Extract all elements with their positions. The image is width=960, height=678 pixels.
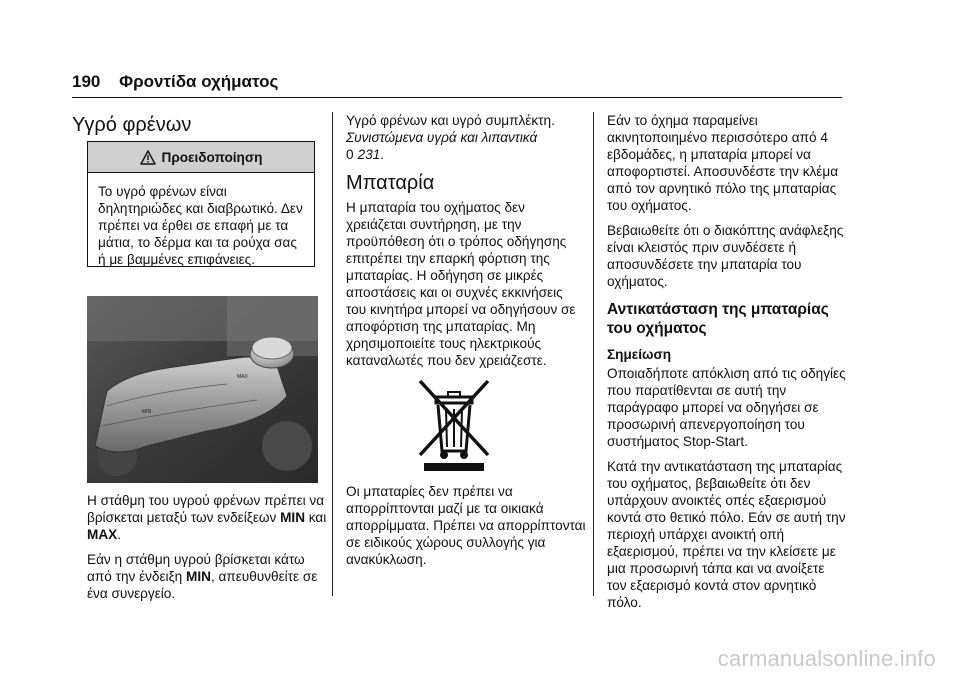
min-label-2: MIN xyxy=(186,569,211,584)
section-title-battery: Μπαταρία xyxy=(346,172,435,194)
column-3 xyxy=(607,112,847,619)
reference-arrow-icon: 0 xyxy=(346,147,354,162)
max-label: MAX xyxy=(87,527,118,542)
and-text: και xyxy=(305,510,327,525)
battery-disposal-text xyxy=(346,483,586,576)
min-mark-label: MIN xyxy=(142,409,152,415)
page-header xyxy=(72,72,278,92)
header-rule xyxy=(72,97,842,98)
warning-box xyxy=(87,141,315,267)
battery-paragraph-2: Οι μπαταρίες δεν πρέπει να απορρίπτονται μαζί με τα οικιακά απορρίμματα. Πρέπει να απορρίπτονται σε ειδικούς χώρους συλλογής για ανακύκλωση. xyxy=(346,484,586,567)
brake-level-text: Η στάθμη του υγρού φρένων πρέπει να βρίσκεται μεταξύ των ενδείξεων xyxy=(87,493,325,525)
battery-paragraph-1: Η μπαταρία του οχήματος δεν χρειάζεται συντήρηση, με την προϋπόθεση ότι ο τρόπος οδήγησης επιτρέπει την επαρκή φόρτιση της μπαταρίας. Η οδήγηση σε μικρές αποστάσεις και οι συχνές εκκινήσεις του κινητήρα μπορεί να οδηγήσουν σε αποφόρτιση της μπαταρίας. Μη χρησιμοποιείτε τους ηλεκτρικούς καταναλωτές που δεν χρειάζεστε. xyxy=(346,200,576,368)
brake-fluid-reservoir-photo xyxy=(87,296,318,483)
warning-header xyxy=(88,142,314,173)
low-level-text: Εάν η στάθμη υγρού βρίσκεται κάτω από την ένδειξη xyxy=(87,552,305,584)
subsection-title-battery-replacement: Αντικατάσταση της μπαταρίας του οχήματος xyxy=(607,301,829,337)
warning-title: Προειδοποίηση xyxy=(161,149,263,165)
brake-fluid-text xyxy=(87,492,327,610)
column-2 xyxy=(346,112,586,377)
column-divider-2 xyxy=(593,112,594,596)
watermark: carmanualsonline.info xyxy=(717,646,936,671)
section-title-brake-fluid: Υγρό φρένων xyxy=(72,114,192,136)
battery-paragraph-5: Κατά την αντικατάσταση της μπαταρίας του οχήματος, βεβαιωθείτε ότι δεν υπάρχουν ανοικτές οπές εξαερισμού κοντά στο θετικό πόλο. Εάν σε αυτή την περιοχή υπάρχει ανοικτή οπή εξαερισμού, πρέπει να την κλείσετε με μια προσωρινή τάπα και να ανοίξετε τον εξαερισμό κοντά στον αρνητικό πόλο. xyxy=(607,459,846,610)
low-level-paragraph xyxy=(87,551,327,602)
note-title: Σημείωση xyxy=(607,347,672,362)
warning-triangle-icon xyxy=(140,150,156,165)
period-text: . xyxy=(117,527,121,542)
battery-paragraph-3: Εάν το όχημα παραμείνει ακινητοποιημένο περισσότερο από 4 εβδομάδες, η μπαταρία μπορεί να αποφορτιστεί. Αποσυνδέστε την κλέμα από τον αρνητικό πόλο της μπαταρίας του οχήματος. xyxy=(607,113,839,213)
cross-reference-page[interactable] xyxy=(346,146,586,163)
cross-reference[interactable] xyxy=(346,129,586,146)
xref-end: . xyxy=(380,147,385,162)
warning-text: Το υγρό φρένων είναι δηλητηριώδες και διαβρωτικό. Δεν πρέπει να έρθει σε επαφή με τα μάτια, το δέρμα και τα ρούχα σας ή με βαμμένες επιφάνειες. xyxy=(98,184,303,267)
brake-level-paragraph xyxy=(87,492,327,543)
page-number: 190 xyxy=(72,72,101,91)
max-mark-label: MAX xyxy=(237,374,248,380)
battery-paragraph-4: Βεβαιωθείτε ότι ο διακόπτης ανάφλεξης είναι κλειστός πριν συνδέσετε ή αποσυνδέσετε την μπαταρία του οχήματος. xyxy=(607,223,844,289)
workshop-text: , απευθυνθείτε σε ένα συνεργείο. xyxy=(87,569,318,601)
crossed-bin-icon xyxy=(414,375,494,475)
xref-page: 231 xyxy=(357,147,381,162)
note-paragraph: Οποιαδήποτε απόκλιση από τις οδηγίες που παρατίθενται σε αυτή την παράγραφο μπορεί να οδηγήσει σε προσωρινή απενεργοποίηση του συστήματος Stop-Start. xyxy=(607,366,846,449)
min-label: MIN xyxy=(280,510,306,525)
page-title: Φροντίδα οχήματος xyxy=(119,72,279,91)
intro-text: Υγρό φρένων και υγρό συμπλέκτη. xyxy=(346,113,555,128)
column-divider-1 xyxy=(332,112,333,596)
xref-text: Συνιστώμενα υγρά και λιπαντικά xyxy=(346,130,538,145)
